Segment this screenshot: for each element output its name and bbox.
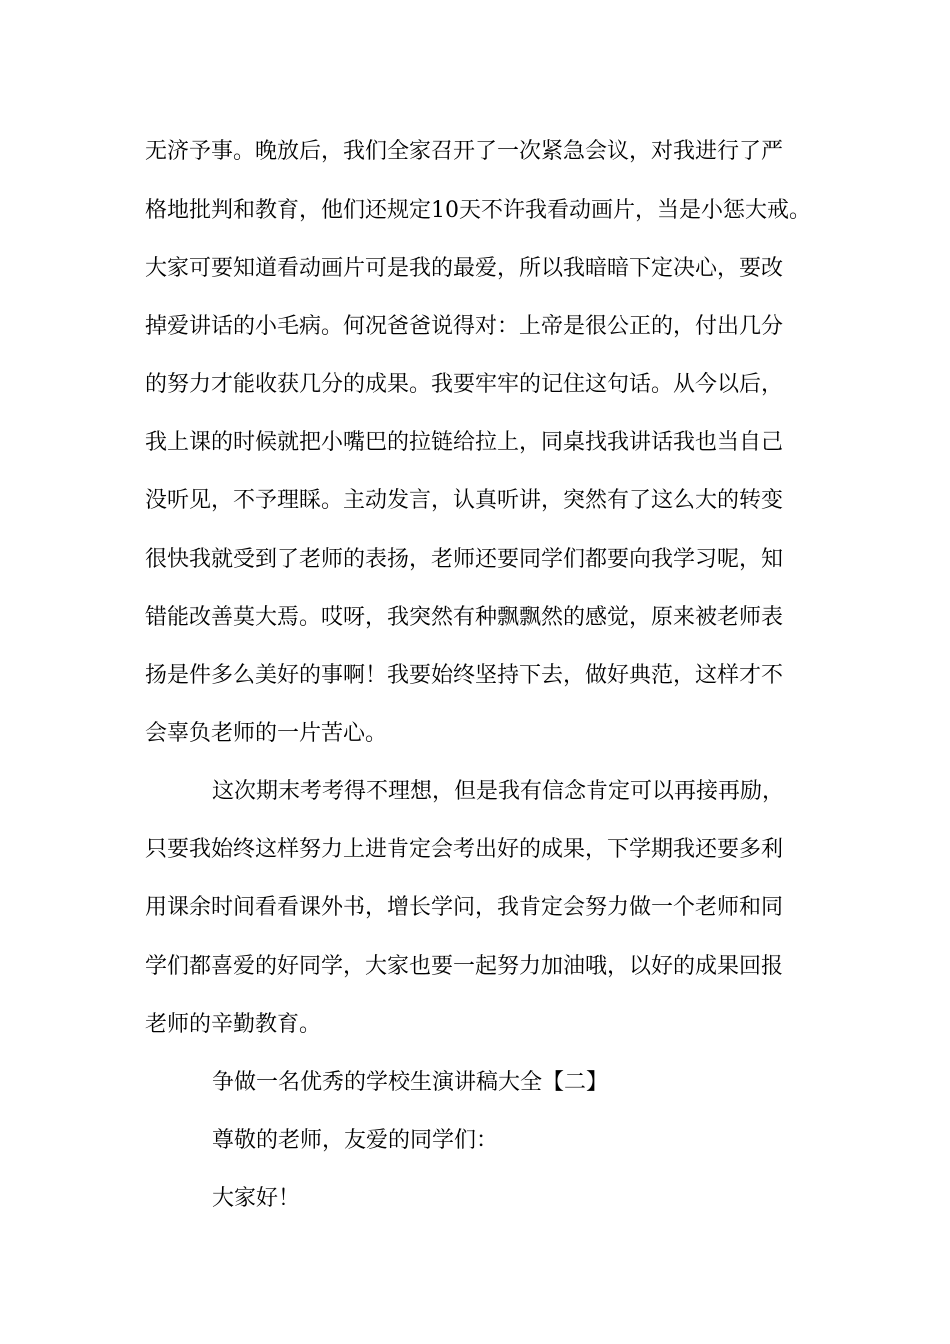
paragraph-1-line-10: 扬是件多么美好的事啊！我要始终坚持下去，做好典范，这样才不 — [145, 663, 784, 688]
paragraph-2-line-3: 用课余时间看看课外书，增长学问，我肯定会努力做一个老师和同 — [145, 895, 784, 920]
paragraph-1-line-3: 大家可要知道看动画片可是我的最爱，所以我暗暗下定决心，要改 — [145, 256, 784, 281]
paragraph-1-line-1: 无济予事。晚放后，我们全家召开了一次紧急会议，对我进行了严 — [145, 139, 784, 164]
paragraph-1-line-7: 没听见，不予理睬。主动发言，认真听讲，突然有了这么大的转变 — [145, 488, 784, 513]
paragraph-1-line-5: 的努力才能收获几分的成果。我要牢牢的记住这句话。从今以后， — [145, 372, 784, 397]
paragraph-1-line-8: 很快我就受到了老师的表扬，老师还要同学们都要向我学习呢，知 — [145, 547, 784, 572]
paragraph-2-line-4: 学们都喜爱的好同学，大家也要一起努力加油哦，以好的成果回报 — [145, 954, 784, 979]
paragraph-2-line-5: 老师的辛勤教育。 — [145, 1012, 322, 1037]
paragraph-2-line-1: 这次期末考考得不理想，但是我有信念肯定可以再接再励， — [212, 779, 785, 804]
paragraph-1-line-2: 格地批判和教育，他们还规定10天不许我看动画片，当是小惩大戒。 — [145, 198, 811, 223]
greeting: 大家好！ — [212, 1186, 301, 1211]
paragraph-1-line-11: 会辜负老师的一片苦心。 — [145, 721, 388, 746]
paragraph-2-line-2: 只要我始终这样努力上进肯定会考出好的成果，下学期我还要多利 — [145, 837, 784, 862]
paragraph-1-line-4: 掉爱讲话的小毛病。何况爸爸说得对：上帝是很公正的，付出几分 — [145, 314, 784, 339]
paragraph-1-line-6: 我上课的时候就把小嘴巴的拉链给拉上，同桌找我讲话我也当自己 — [145, 430, 784, 455]
section-title: 争做一名优秀的学校生演讲稿大全【二】 — [212, 1070, 609, 1095]
salutation: 尊敬的老师，友爱的同学们： — [212, 1128, 499, 1153]
paragraph-1-line-9: 错能改善莫大焉。哎呀，我突然有种飘飘然的感觉，原来被老师表 — [145, 605, 784, 630]
